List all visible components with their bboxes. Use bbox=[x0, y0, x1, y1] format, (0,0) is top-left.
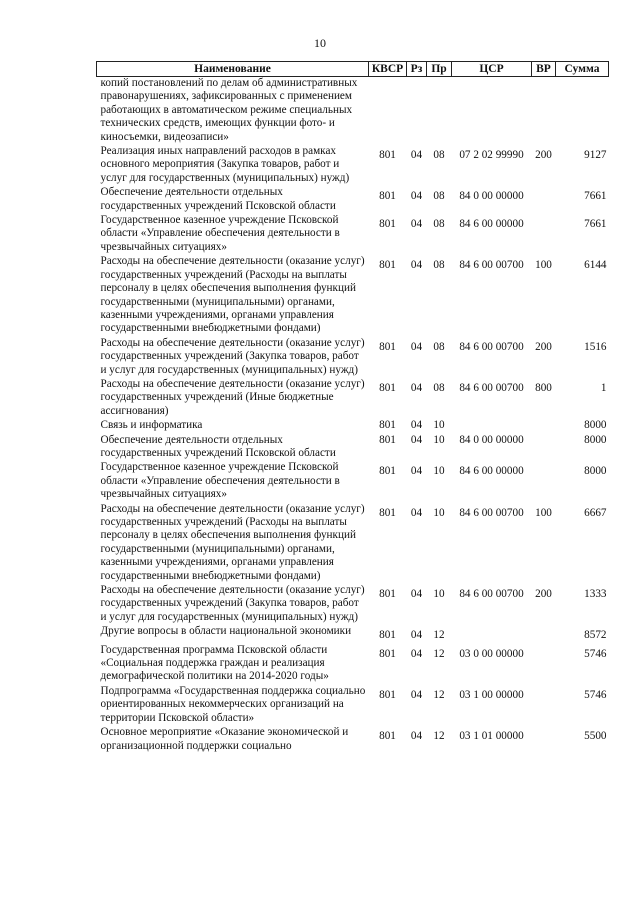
cell-pr: 10 bbox=[433, 433, 445, 446]
cell-kvsr: 801 bbox=[379, 381, 396, 394]
cell-kvsr: 801 bbox=[379, 465, 396, 478]
cell-sum: 8000 bbox=[584, 419, 607, 432]
cell-kvsr: 801 bbox=[379, 730, 396, 743]
cell-sum: 7661 bbox=[584, 218, 607, 231]
table-row bbox=[97, 685, 609, 726]
cell-vr bbox=[532, 419, 556, 433]
cell-name: Государственное казенное учреждение Псковской области «Управление обеспечения деятельности в чрезвычайных ситуациях» bbox=[100, 461, 340, 501]
cell-rz: 04 bbox=[410, 588, 423, 601]
cell-vr bbox=[532, 726, 556, 754]
cell-rz: 04 bbox=[410, 465, 423, 478]
cell-rz: 04 bbox=[410, 506, 423, 519]
cell-csr: 84 0 00 00000 bbox=[459, 190, 524, 203]
cell-rz: 04 bbox=[410, 419, 423, 432]
cell-vr bbox=[532, 214, 556, 255]
cell-sum: 6667 bbox=[584, 506, 607, 519]
cell-csr: 84 6 00 00700 bbox=[459, 588, 524, 601]
table-row bbox=[97, 255, 609, 336]
cell-sum: 7661 bbox=[584, 190, 607, 203]
cell-sum: 1516 bbox=[584, 340, 607, 353]
header-rz: Рз bbox=[407, 62, 427, 77]
cell-name: Расходы на обеспечение деятельности (оказание услуг) государственных учреждений (Закупка товаров, работ и услуг для государственных (муниципальных) нужд) bbox=[100, 336, 365, 376]
cell-kvsr: 801 bbox=[379, 419, 396, 432]
cell-vr bbox=[532, 434, 556, 462]
cell-csr: 84 6 00 00700 bbox=[459, 381, 524, 394]
table-row bbox=[97, 419, 609, 433]
table-row bbox=[97, 726, 609, 754]
header-name: Наименование bbox=[97, 62, 369, 77]
cell-name: Обеспечение деятельности отдельных государственных учреждений Псковской области bbox=[100, 433, 336, 459]
budget-table bbox=[96, 61, 609, 754]
cell-csr: 03 0 00 00000 bbox=[459, 647, 524, 660]
cell-kvsr bbox=[369, 77, 407, 146]
cell-pr: 08 bbox=[433, 218, 445, 231]
cell-rz: 04 bbox=[410, 340, 423, 353]
cell-kvsr: 801 bbox=[379, 340, 396, 353]
cell-sum: 8572 bbox=[584, 629, 607, 642]
cell-pr: 10 bbox=[433, 465, 445, 478]
cell-kvsr: 801 bbox=[379, 218, 396, 231]
cell-vr: 200 bbox=[535, 588, 552, 601]
cell-vr bbox=[532, 186, 556, 214]
cell-name: Расходы на обеспечение деятельности (оказание услуг) государственных учреждений (Иные бюджетные ассигнования) bbox=[100, 377, 365, 417]
cell-rz bbox=[407, 77, 427, 146]
cell-pr: 10 bbox=[433, 588, 445, 601]
header-vr: ВР bbox=[532, 62, 556, 77]
cell-sum: 8000 bbox=[584, 433, 607, 446]
cell-sum: 5746 bbox=[584, 647, 607, 660]
cell-rz: 04 bbox=[410, 730, 423, 743]
cell-sum: 8000 bbox=[584, 465, 607, 478]
cell-name: Другие вопросы в области национальной экономики bbox=[100, 625, 352, 638]
cell-csr: 84 6 00 00000 bbox=[459, 218, 524, 231]
cell-vr: 800 bbox=[535, 381, 552, 394]
cell-sum: 5500 bbox=[584, 730, 607, 743]
table-header bbox=[97, 62, 609, 77]
table-row bbox=[97, 77, 609, 146]
cell-csr: 84 6 00 00700 bbox=[459, 506, 524, 519]
cell-kvsr: 801 bbox=[379, 433, 396, 446]
cell-name: копий постановлений по делам об административных правонарушениях, зафиксированных с применением работающих в автоматическом режиме специальных технических средств, имеющих функции фото- и киносъемки, видеозаписи» bbox=[97, 77, 369, 146]
cell-kvsr: 801 bbox=[379, 506, 396, 519]
cell-vr bbox=[532, 77, 556, 146]
cell-vr bbox=[532, 644, 556, 685]
cell-sum: 9127 bbox=[584, 149, 607, 162]
cell-rz: 04 bbox=[410, 218, 423, 231]
cell-name: Расходы на обеспечение деятельности (оказание услуг) государственных учреждений (Расходы на выплаты персоналу в целях обеспечения выполнения функций государственными (муниципальными) органами, казенными учреждениями, органами управления государственными внебюджетными фондами) bbox=[100, 255, 365, 335]
header-pr: Пр bbox=[427, 62, 452, 77]
cell-rz: 04 bbox=[410, 688, 423, 701]
table-row bbox=[97, 434, 609, 462]
cell-rz: 04 bbox=[410, 381, 423, 394]
cell-name: Расходы на обеспечение деятельности (оказание услуг) государственных учреждений (Закупка товаров, работ и услуг для государственных (муниципальных) нужд) bbox=[100, 584, 365, 623]
cell-kvsr: 801 bbox=[379, 647, 396, 660]
cell-name: Государственное казенное учреждение Псковской области «Управление обеспечения деятельности в чрезвычайных ситуациях» bbox=[100, 214, 340, 253]
cell-rz: 04 bbox=[410, 647, 423, 660]
table-row bbox=[97, 378, 609, 419]
table-row bbox=[97, 214, 609, 255]
cell-pr: 08 bbox=[433, 381, 445, 394]
table-body bbox=[97, 77, 609, 754]
table-row bbox=[97, 145, 609, 186]
cell-name: Расходы на обеспечение деятельности (оказание услуг) государственных учреждений (Расходы на выплаты персоналу в целях обеспечения выполнения функций государственными (муниципальными) органами, казенными учреждениями, органами управления государственными внебюджетными фондами) bbox=[100, 502, 365, 582]
cell-kvsr: 801 bbox=[379, 259, 396, 272]
cell-vr: 200 bbox=[535, 340, 552, 353]
cell-csr: 84 6 00 00700 bbox=[459, 259, 524, 272]
header-kvsr: КВСР bbox=[369, 62, 407, 77]
table-row bbox=[97, 625, 609, 643]
cell-name: Связь и информатика bbox=[100, 419, 203, 432]
table-row bbox=[97, 503, 609, 584]
cell-sum: 1 bbox=[600, 381, 607, 394]
table-row bbox=[97, 644, 609, 685]
cell-pr: 08 bbox=[433, 190, 445, 203]
cell-csr: 03 1 00 00000 bbox=[459, 688, 524, 701]
cell-name: Реализация иных направлений расходов в рамках основного мероприятия (Закупка товаров, работ и услуг для государственных (муниципальных) нужд) bbox=[100, 145, 350, 184]
cell-pr bbox=[427, 77, 452, 146]
cell-kvsr: 801 bbox=[379, 149, 396, 162]
table-row bbox=[97, 186, 609, 214]
cell-pr: 12 bbox=[433, 688, 445, 701]
cell-name: Основное мероприятие «Оказание экономической и организационной поддержки социально bbox=[100, 726, 349, 752]
cell-sum bbox=[556, 77, 609, 146]
cell-csr: 84 0 00 00000 bbox=[459, 433, 524, 446]
cell-sum: 5746 bbox=[584, 688, 607, 701]
cell-kvsr: 801 bbox=[379, 629, 396, 642]
cell-pr: 10 bbox=[433, 419, 445, 432]
cell-rz: 04 bbox=[410, 149, 423, 162]
cell-pr: 08 bbox=[433, 149, 445, 162]
cell-vr: 100 bbox=[535, 506, 552, 519]
cell-pr: 10 bbox=[433, 506, 445, 519]
cell-rz: 04 bbox=[410, 259, 423, 272]
cell-kvsr: 801 bbox=[379, 588, 396, 601]
cell-vr bbox=[532, 461, 556, 502]
table-row bbox=[97, 461, 609, 502]
cell-rz: 04 bbox=[410, 190, 423, 203]
cell-vr bbox=[532, 685, 556, 726]
cell-name: Подпрограмма «Государственная поддержка социально ориентированных некоммерческих организаций на территории Псковской области» bbox=[100, 684, 366, 724]
header-sum: Сумма bbox=[556, 62, 609, 77]
cell-sum: 6144 bbox=[584, 259, 607, 272]
cell-name: Обеспечение деятельности отдельных государственных учреждений Псковской области bbox=[100, 186, 336, 212]
cell-rz: 04 bbox=[410, 433, 423, 446]
cell-pr: 08 bbox=[433, 259, 445, 272]
table-row bbox=[97, 584, 609, 625]
cell-vr bbox=[532, 625, 556, 643]
cell-pr: 12 bbox=[433, 647, 445, 660]
cell-csr bbox=[452, 625, 532, 643]
cell-csr: 84 6 00 00700 bbox=[459, 340, 524, 353]
cell-csr bbox=[452, 419, 532, 433]
page-number: 10 bbox=[314, 36, 326, 50]
cell-kvsr: 801 bbox=[379, 190, 396, 203]
cell-pr: 12 bbox=[433, 629, 445, 642]
cell-vr: 100 bbox=[535, 259, 552, 272]
header-csr: ЦСР bbox=[452, 62, 532, 77]
cell-kvsr: 801 bbox=[379, 688, 396, 701]
cell-vr: 200 bbox=[535, 149, 552, 162]
cell-sum: 1333 bbox=[584, 588, 607, 601]
cell-name: Государственная программа Псковской области «Социальная поддержка граждан и реализация демографической политики на 2014-2020 годы» bbox=[100, 643, 329, 683]
cell-pr: 12 bbox=[433, 730, 445, 743]
cell-csr bbox=[452, 77, 532, 146]
cell-csr: 03 1 01 00000 bbox=[459, 730, 524, 743]
cell-csr: 07 2 02 99990 bbox=[459, 149, 524, 162]
cell-pr: 08 bbox=[433, 340, 445, 353]
table-row bbox=[97, 337, 609, 378]
cell-rz: 04 bbox=[410, 629, 423, 642]
cell-csr: 84 6 00 00000 bbox=[459, 465, 524, 478]
